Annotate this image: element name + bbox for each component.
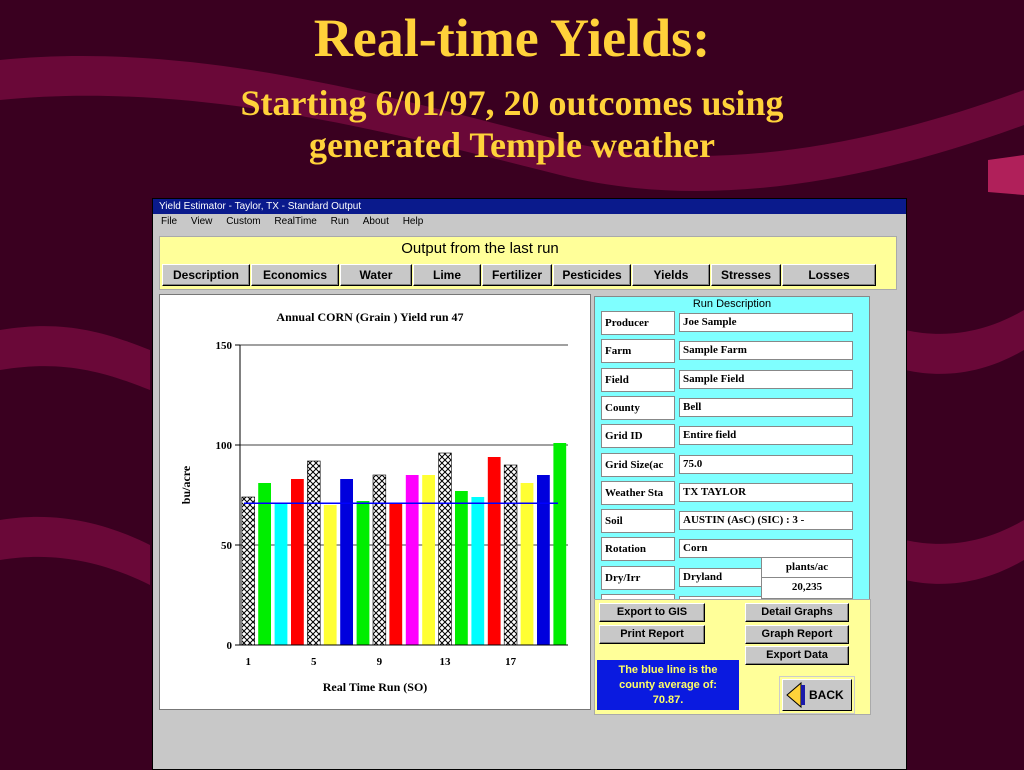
output-header-title: Output from the last run xyxy=(401,240,559,257)
plants-per-acre-label: plants/ac xyxy=(762,558,852,578)
run-description-title: Run Description xyxy=(692,298,772,310)
menu-bar xyxy=(153,214,906,229)
chart-bar xyxy=(389,503,402,645)
slide-subtitle-line1: Starting 6/01/97, 20 outcomes using xyxy=(240,83,784,123)
back-arrow-icon xyxy=(785,680,807,710)
chart-x-tick-label: 9 xyxy=(376,656,383,668)
yield-chart-panel xyxy=(159,294,591,710)
slide-title: Real-time Yields: xyxy=(313,8,711,68)
tab-fertilizer[interactable]: Fertilizer xyxy=(482,264,552,286)
chart-bar xyxy=(258,483,271,645)
tab-water[interactable]: Water xyxy=(340,264,412,286)
export-data-button[interactable]: Export Data xyxy=(745,646,849,665)
run-description-row xyxy=(601,368,853,392)
output-header-panel xyxy=(159,236,897,290)
chart-bar xyxy=(521,483,534,645)
slide-subtitle-line2: generated Temple weather xyxy=(309,125,715,165)
tab-lime[interactable]: Lime xyxy=(413,264,481,286)
run-description-row xyxy=(601,311,853,335)
note-line2: county average of: xyxy=(619,679,717,691)
run-description-label: Rotation xyxy=(601,537,675,561)
chart-x-tick-label: 17 xyxy=(505,656,517,668)
run-description-label: Field xyxy=(601,368,675,392)
run-description-value: Bell xyxy=(679,398,853,417)
chart-title: Annual CORN (Grain ) Yield run 47 xyxy=(276,310,464,324)
window-titlebar: Yield Estimator - Taylor, TX - Standard Output xyxy=(153,199,906,214)
chart-y-tick-label: 150 xyxy=(215,340,232,352)
menu-run[interactable]: Run xyxy=(330,216,349,227)
chart-x-tick-label: 1 xyxy=(245,656,251,668)
note-line3: 70.87. xyxy=(652,694,684,706)
output-tabs xyxy=(162,264,877,286)
plants-per-acre-box xyxy=(761,557,853,599)
chart-bar xyxy=(275,503,288,645)
menu-file[interactable]: File xyxy=(161,216,178,227)
tab-losses[interactable]: Losses xyxy=(782,264,876,286)
run-description-row xyxy=(601,481,853,505)
run-description-row xyxy=(601,396,853,420)
tab-description[interactable]: Description xyxy=(162,264,250,286)
menu-about[interactable]: About xyxy=(362,216,389,227)
yield-chart xyxy=(160,295,590,709)
actions-panel xyxy=(594,599,871,715)
run-description-label: Weather Sta xyxy=(601,481,675,505)
menu-view[interactable]: View xyxy=(190,216,213,227)
menu-custom[interactable]: Custom xyxy=(226,216,261,227)
tab-yields[interactable]: Yields xyxy=(632,264,710,286)
run-description-label: Producer xyxy=(601,311,675,335)
print-report-button[interactable]: Print Report xyxy=(599,625,705,644)
export-to-gis-button[interactable]: Export to GIS xyxy=(599,603,705,622)
chart-bar xyxy=(307,461,320,645)
chart-bar xyxy=(537,475,550,645)
run-description-value: Sample Field xyxy=(679,370,853,389)
chart-bar xyxy=(357,501,370,645)
run-description-value: Joe Sample xyxy=(679,313,853,332)
run-description-value: AUSTIN (AsC) (SIC) : 3 - xyxy=(679,511,853,530)
chart-y-tick-label: 50 xyxy=(221,540,232,552)
run-description-value: Entire field xyxy=(679,426,853,445)
back-button-label: BACK xyxy=(809,688,844,702)
chart-x-tick-label: 5 xyxy=(311,656,317,668)
run-description-label: County xyxy=(601,396,675,420)
county-average-note xyxy=(597,660,739,710)
run-description-row xyxy=(601,339,853,363)
chart-bar xyxy=(471,497,484,645)
chart-x-tick-label: 13 xyxy=(439,656,451,668)
chart-bar xyxy=(406,475,419,645)
run-description-label: Dry/Irr xyxy=(601,566,675,590)
plants-per-acre-value: 20,235 xyxy=(791,581,823,593)
run-description-row xyxy=(601,453,853,477)
chart-x-axis-label: Real Time Run (SO) xyxy=(322,680,428,694)
chart-bar xyxy=(504,465,517,645)
back-button-face[interactable] xyxy=(782,679,852,711)
detail-graphs-button[interactable]: Detail Graphs xyxy=(745,603,849,622)
chart-bar xyxy=(422,475,435,645)
chart-bar xyxy=(455,491,468,645)
chart-bar xyxy=(553,443,566,645)
tab-pesticides[interactable]: Pesticides xyxy=(553,264,631,286)
chart-bar xyxy=(242,497,255,645)
chart-y-tick-label: 100 xyxy=(215,440,232,452)
run-description-label: Farm xyxy=(601,339,675,363)
run-description-label: Grid ID xyxy=(601,424,675,448)
chart-bar xyxy=(488,457,501,645)
chart-bar xyxy=(373,475,386,645)
chart-bar xyxy=(324,505,337,645)
tab-economics[interactable]: Economics xyxy=(251,264,339,286)
run-description-value: Dryland xyxy=(679,568,853,587)
graph-report-button[interactable]: Graph Report xyxy=(745,625,849,644)
run-description-label: Soil xyxy=(601,509,675,533)
note-line1: The blue line is the xyxy=(618,664,718,676)
run-description-value: Sample Farm xyxy=(679,341,853,360)
tab-stresses[interactable]: Stresses xyxy=(711,264,781,286)
yield-estimator-window xyxy=(152,198,907,770)
menu-realtime[interactable]: RealTime xyxy=(274,216,317,227)
run-description-value: 75.0 xyxy=(679,455,853,474)
run-description-row xyxy=(601,509,853,533)
back-button[interactable] xyxy=(779,676,855,714)
run-description-value: TX TAYLOR xyxy=(679,483,853,502)
chart-y-axis-label: bu/acre xyxy=(179,465,193,505)
run-description-row xyxy=(601,424,853,448)
chart-y-tick-label: 0 xyxy=(226,640,232,652)
menu-help[interactable]: Help xyxy=(402,216,424,227)
slide-subtitle xyxy=(0,82,1024,166)
run-description-value: Corn xyxy=(679,539,853,558)
chart-bar xyxy=(439,453,452,645)
run-description-label: Grid Size(ac xyxy=(601,453,675,477)
